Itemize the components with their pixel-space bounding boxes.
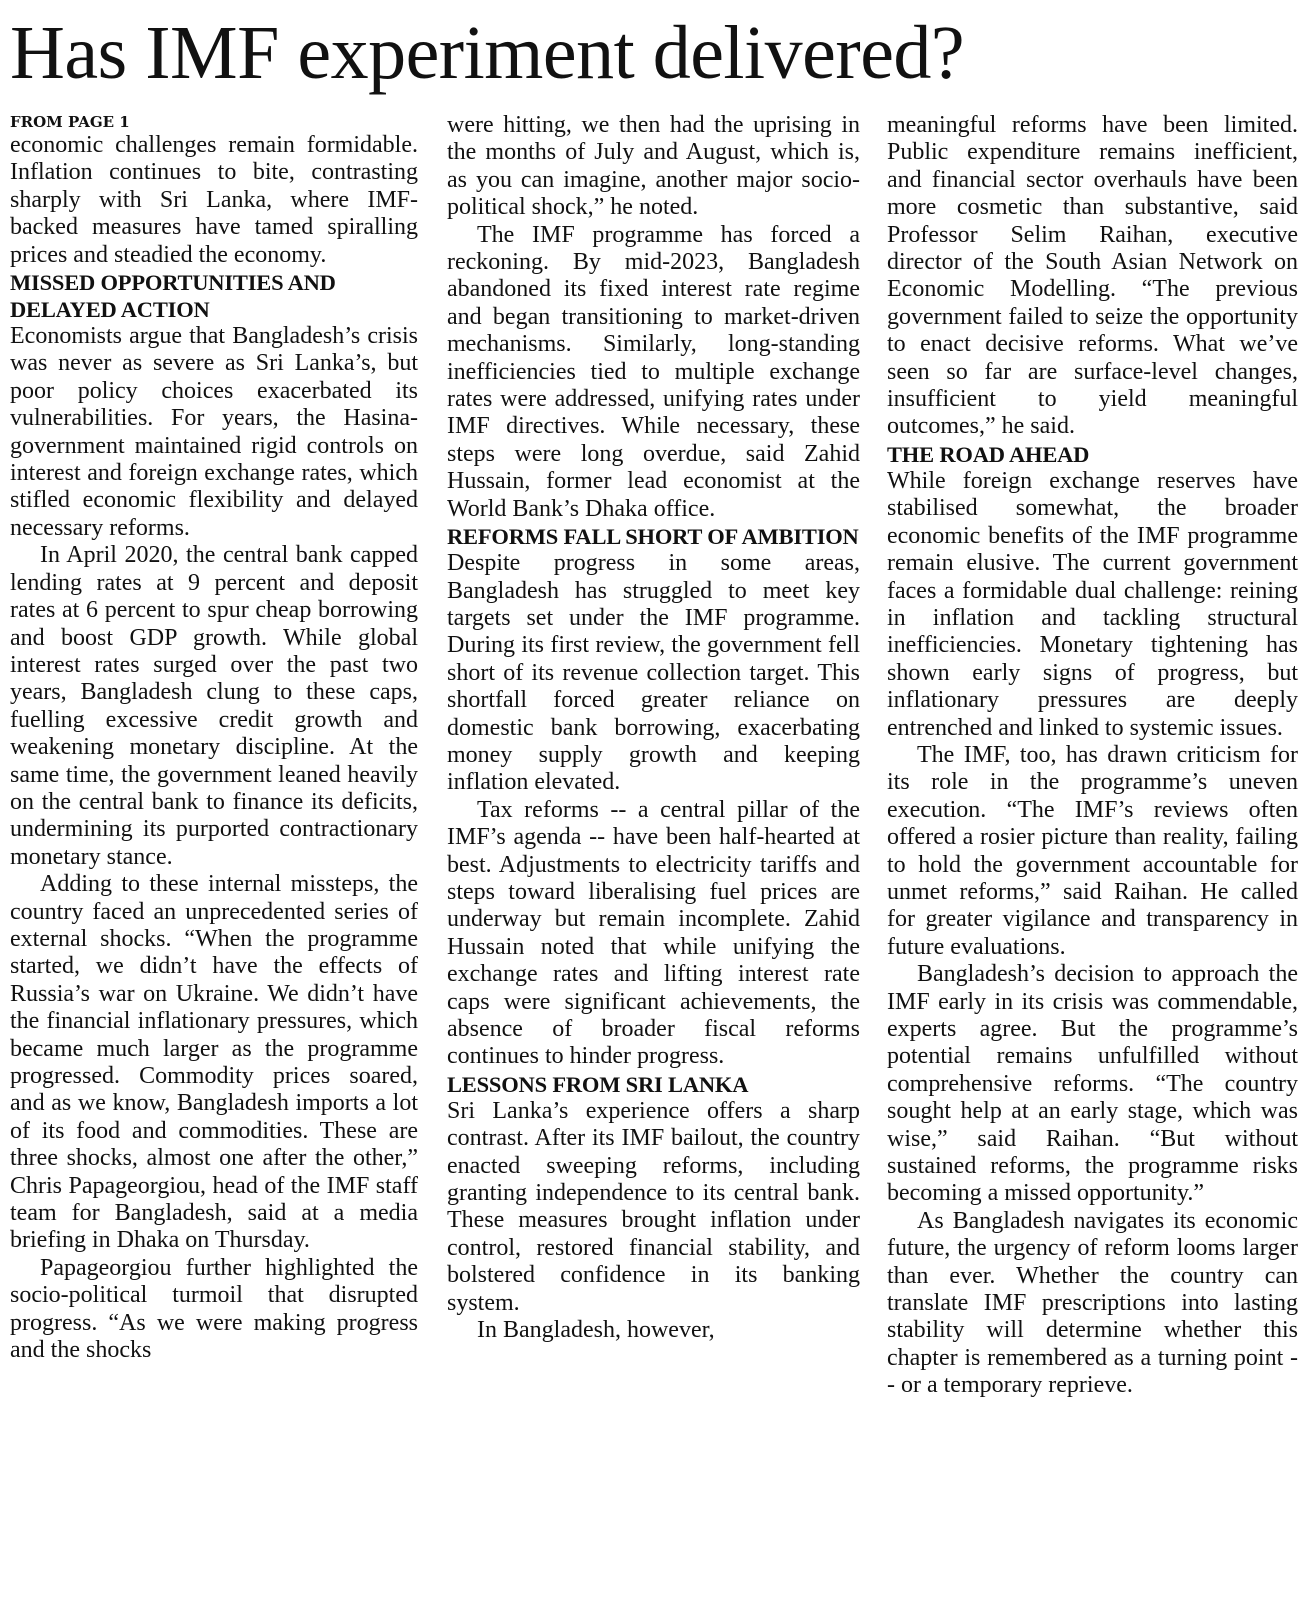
article-column-3: [887, 112, 1298, 1600]
paragraph: Papageorgiou further highlighted the socio-political turmoil that disrupted progress. “As we were making progress and the shocks: [10, 1254, 418, 1364]
paragraph: meaningful reforms have been limited. Public expenditure remains inefficient, and financial sector overhauls have been more cosmetic than substantive, said Professor Selim Raihan, executive director of the South Asian Network on Economic Modelling. “The previous government failed to seize the opportunity to enact decisive reforms. What we’ve seen so far are surface-level changes, insufficient to yield meaningful outcomes,” he said.: [887, 112, 1298, 440]
subheading: LESSONS FROM SRI LANKA: [447, 1071, 749, 1097]
paragraph: The IMF programme has forced a reckoning. By mid-2023, Bangladesh abandoned its fixed interest rate regime and began transitioning to market-driven mechanisms. Similarly, long-standing inefficiencies tied to multiple exchange rates were addressed, unifying rates under IMF directives. While necessary, these steps were long overdue, said Zahid Hussain, former lead economist at the World Bank’s Dhaka office.: [447, 221, 860, 522]
paragraph: economic challenges remain formidable. Inflation continues to bite, contrasting sharply with Sri Lanka, where IMF-backed measures have tamed spiralling prices and steadied the economy.: [10, 132, 418, 268]
paragraph: As Bangladesh navigates its economic future, the urgency of reform looms larger than ever. Whether the country can translate IMF prescriptions into lasting stability will determine whether this chapter is remembered as a turning point -- or a temporary reprieve.: [887, 1207, 1298, 1399]
paragraph: Despite progress in some areas, Bangladesh has struggled to meet key targets set under the IMF programme. During its first review, the government fell short of its revenue collection target. This shortfall forced greater reliance on domestic bank borrowing, exacerbating money supply growth and keeping inflation elevated.: [447, 550, 860, 796]
paragraph: Adding to these internal missteps, the country faced an unprecedented series of external shocks. “When the programme started, we didn’t have the effects of Russia’s war on Ukraine. We didn’t have the financial inflationary pressures, which became much larger as the programme progressed. Commodity prices soared, and as we know, Bangladesh imports a lot of its food and commodities. These are three shocks, almost one after the other,” Chris Papageorgiou, head of the IMF staff team for Bangladesh, said at a media briefing in Dhaka on Thursday.: [10, 871, 418, 1254]
subheading: MISSED OPPORTUNITIES AND DELAYED ACTION: [10, 270, 336, 323]
paragraph: Sri Lanka’s experience offers a sharp contrast. After its IMF bailout, the country enacted sweeping reforms, including granting independence to its central bank. These measures brought inflation under control, restored financial stability, and bolstered confidence in its banking system.: [447, 1097, 860, 1316]
subheading: THE ROAD AHEAD: [887, 441, 1090, 467]
paragraph: In Bangladesh, however,: [477, 1317, 715, 1344]
article-column-1: [10, 112, 418, 1600]
paragraph: were hitting, we then had the uprising in the months of July and August, which is, as you can imagine, another major socio-political shock,” he noted.: [447, 112, 860, 221]
paragraph: The IMF, too, has drawn criticism for its role in the programme’s uneven execution. “The IMF’s reviews often offered a rosier picture than reality, failing to hold the government accountable for unmet reforms,” said Raihan. He called for greater vigilance and transparency in future evaluations.: [887, 741, 1298, 960]
paragraph: In April 2020, the central bank capped lending rates at 9 percent and deposit rates at 6 percent to spur cheap borrowing and boost GDP growth. While global interest rates surged over the past two years, Bangladesh clung to these caps, fuelling excessive credit growth and weakening monetary discipline. At the same time, the government leaned heavily on the central bank to finance its deficits, undermining its purported contractionary monetary stance.: [10, 542, 418, 870]
paragraph: Tax reforms -- a central pillar of the IMF’s agenda -- have been half-hearted at best. Adjustments to electricity tariffs and steps toward liberalising fuel prices are underway but remain incomplete. Zahid Hussain noted that while unifying the exchange rates and lifting interest rate caps were significant achievements, the absence of broader fiscal reforms continues to hinder progress.: [447, 796, 860, 1070]
paragraph: While foreign exchange reserves have stabilised somewhat, the broader economic benefits of the IMF programme remain elusive. The current government faces a formidable dual challenge: reining in inflation and tackling structural inefficiencies. Monetary tightening has shown early signs of progress, but inflationary pressures are deeply entrenched and linked to systemic issues.: [887, 467, 1298, 741]
headline: Has IMF experiment delivered?: [10, 11, 965, 95]
paragraph: Economists argue that Bangladesh’s crisis was never as severe as Sri Lanka’s, but poor policy choices exacerbated its vulnerabilities. For years, the Hasina-government maintained rigid controls on interest and foreign exchange rates, which stifled economic flexibility and delayed necessary reforms.: [10, 323, 418, 541]
kicker: FROM PAGE 1: [10, 113, 130, 131]
article-column-2: [447, 112, 860, 1600]
paragraph: Bangladesh’s decision to approach the IMF early in its crisis was commendable, experts agree. But the programme’s potential remains unfulfilled without comprehensive reforms. “The country sought help at an early stage, which was wise,” said Raihan. “But without sustained reforms, the programme risks becoming a missed opportunity.”: [887, 961, 1298, 1207]
subheading: REFORMS FALL SHORT OF AMBITION: [447, 524, 859, 550]
